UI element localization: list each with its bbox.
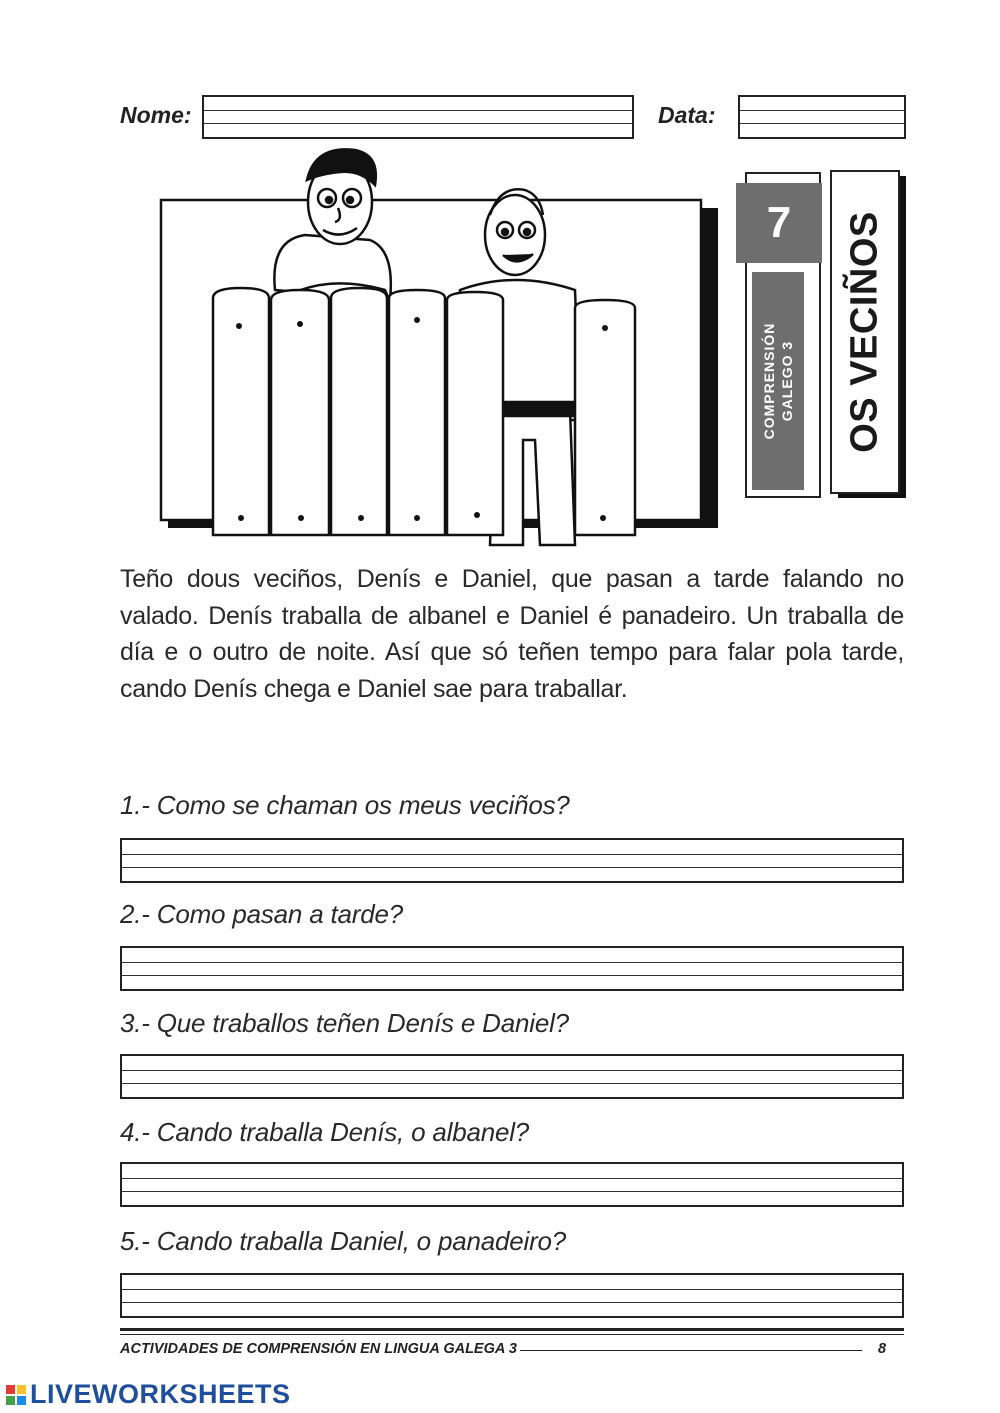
liveworksheets-brand: LIVEWORKSHEETS — [30, 1379, 291, 1409]
story-paragraph: Teño dous veciños, Denís e Daniel, que pasan a tarde falando no valado. Denís traballa de albanel e Daniel é panadeiro. Un traballa de día e o outro de noite. Así que só teñen tempo para falar pola tarde, cando Denís chega e Daniel sae para traballar. — [120, 565, 904, 703]
question-2: 2.- Como pasan a tarde? — [120, 899, 404, 929]
answer-input-3[interactable] — [122, 1056, 902, 1097]
answer-input-4[interactable] — [122, 1164, 902, 1205]
footer-rule-thin — [120, 1334, 904, 1335]
date-input[interactable] — [740, 97, 904, 137]
date-field[interactable] — [738, 95, 906, 139]
question-1: 1.- Como se chaman os meus veciños? — [120, 790, 570, 820]
footer-rule-thick — [120, 1328, 904, 1331]
name-field[interactable] — [202, 95, 634, 139]
question-4: 4.- Cando traballa Denís, o albanel? — [120, 1117, 530, 1147]
worksheet-title: OS VECIÑOS — [843, 211, 886, 453]
title-tab — [830, 170, 900, 494]
page-number: 8 — [878, 1341, 887, 1357]
liveworksheets-logo-icon — [6, 1385, 26, 1405]
answer-input-1[interactable] — [122, 840, 902, 881]
answer-input-5[interactable] — [122, 1275, 902, 1316]
footer-title: ACTIVIDADES DE COMPRENSIÓN EN LINGUA GALEGA 3 — [120, 1341, 517, 1357]
question-3: 3.- Que traballos teñen Denís e Daniel? — [120, 1008, 569, 1038]
answer-box-5[interactable] — [120, 1273, 904, 1318]
date-label: Data: — [658, 102, 716, 128]
answer-box-2[interactable] — [120, 946, 904, 991]
lesson-number: 7 — [736, 183, 822, 263]
answer-input-2[interactable] — [122, 948, 902, 989]
series-line-2: GALEGO 3 — [779, 340, 795, 422]
name-input[interactable] — [204, 97, 632, 137]
answer-box-4[interactable] — [120, 1162, 904, 1207]
name-label: Nome: — [120, 102, 192, 128]
question-5: 5.- Cando traballa Daniel, o panadeiro? — [120, 1226, 567, 1256]
neighbours-illustration — [155, 140, 720, 555]
answer-box-3[interactable] — [120, 1054, 904, 1099]
series-band — [752, 272, 804, 490]
answer-box-1[interactable] — [120, 838, 904, 883]
footer-leader-line — [520, 1350, 862, 1351]
series-line-1: COMPRENSIÓN — [761, 322, 777, 440]
